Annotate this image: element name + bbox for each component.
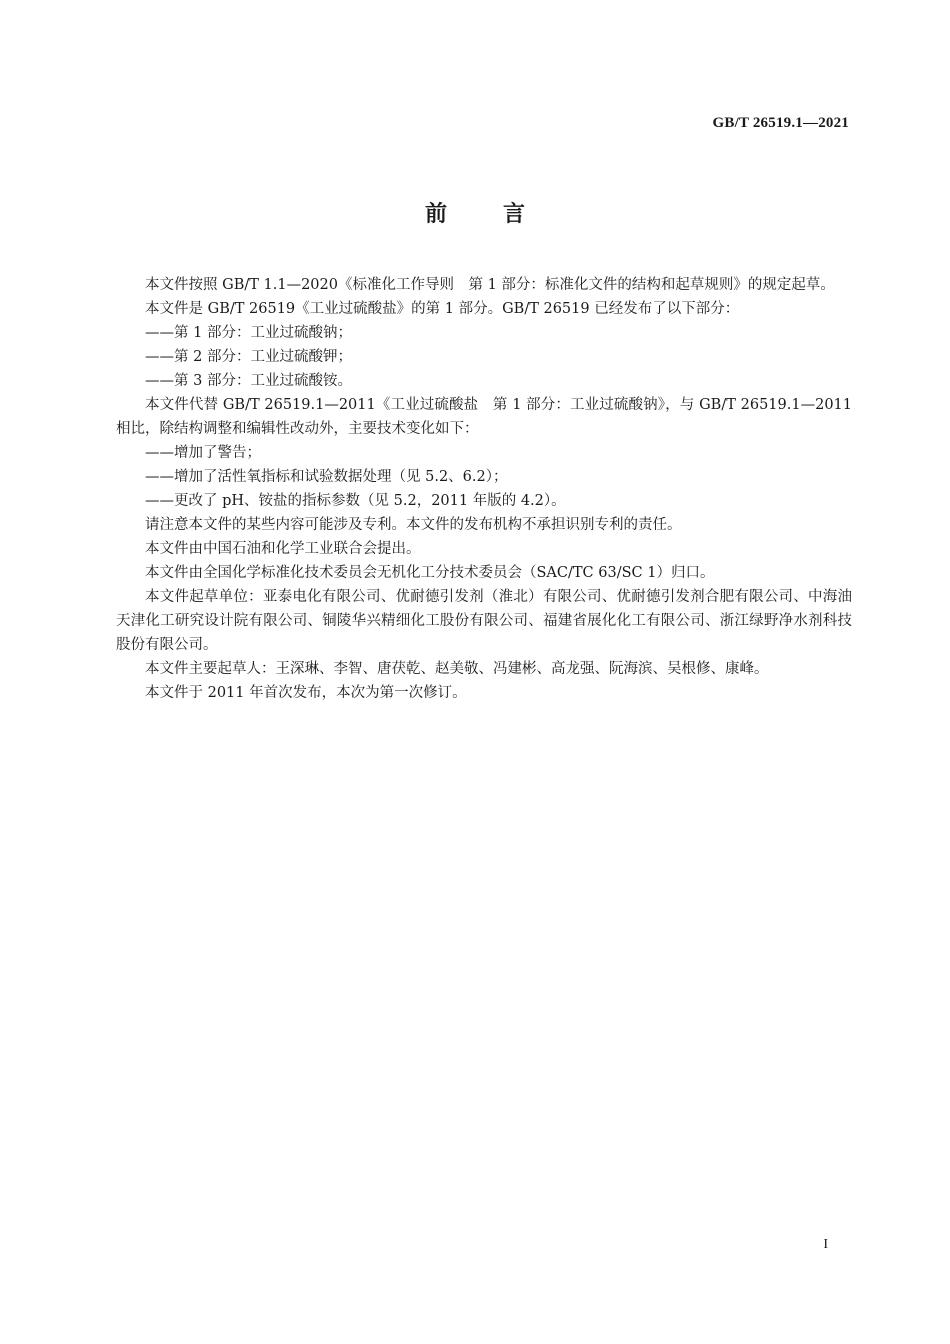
- paragraph-drafters: 本文件主要起草人：王深琳、李智、唐茯乾、赵美敬、冯建彬、高龙强、阮海滨、吴根修、康峰。: [145, 661, 769, 677]
- list-item-change-2: ——增加了活性氧指标和试验数据处理（见 5.2、6.2）；: [145, 469, 508, 485]
- list-item-change-3: ——更改了 pH、铵盐的指标参数（见 5.2，2011 年版的 4.2）。: [145, 493, 566, 509]
- paragraph-patent-notice: 请注意本文件的某些内容可能涉及专利。本文件的发布机构不承担识别专利的责任。: [145, 517, 682, 533]
- paragraph-drafting-units: 本文件起草单位：亚泰电化有限公司、优耐德引发剂（淮北）有限公司、优耐德引发剂合肥有限公司、中海油天津化工研究设计院有限公司、铜陵华兴精细化工股份有限公司、福建省展化化工有限公司、浙江绿野净水剂科技股份有限公司。: [116, 589, 852, 653]
- list-item-part-3: ——第 3 部分：工业过硫酸铵。: [145, 373, 352, 389]
- list-item-change-1: ——增加了警告；: [145, 445, 261, 461]
- paragraph-drafting-rules: 本文件按照 GB/T 1.1—2020《标准化工作导则 第 1 部分：标准化文件的结构和起草规则》的规定起草。: [145, 277, 835, 293]
- paragraph-replaces: 本文件代替 GB/T 26519.1—2011《工业过硫酸盐 第 1 部分：工业过硫酸钠》，与 GB/T 26519.1—2011 相比，除结构调整和编辑性改动外，主要技术变化如下：: [116, 397, 852, 437]
- list-item-part-2: ——第 2 部分：工业过硫酸钾；: [145, 349, 352, 365]
- paragraph-committee: 本文件由全国化学标准化技术委员会无机化工分技术委员会（SAC/TC 63/SC 1）归口。: [145, 565, 715, 581]
- paragraph-parts-intro: 本文件是 GB/T 26519《工业过硫酸盐》的第 1 部分。GB/T 26519 已经发布了以下部分：: [145, 301, 740, 317]
- paragraph-proposer: 本文件由中国石油和化学工业联合会提出。: [145, 541, 421, 557]
- list-item-part-1: ——第 1 部分：工业过硫酸钠；: [145, 325, 352, 341]
- paragraph-history: 本文件于 2011 年首次发布，本次为第一次修订。: [145, 685, 467, 701]
- page-number: I: [823, 1237, 828, 1252]
- foreword-body: [116, 273, 852, 705]
- page-title: 前言: [424, 202, 581, 227]
- standard-code: GB/T 26519.1—2021: [712, 115, 849, 131]
